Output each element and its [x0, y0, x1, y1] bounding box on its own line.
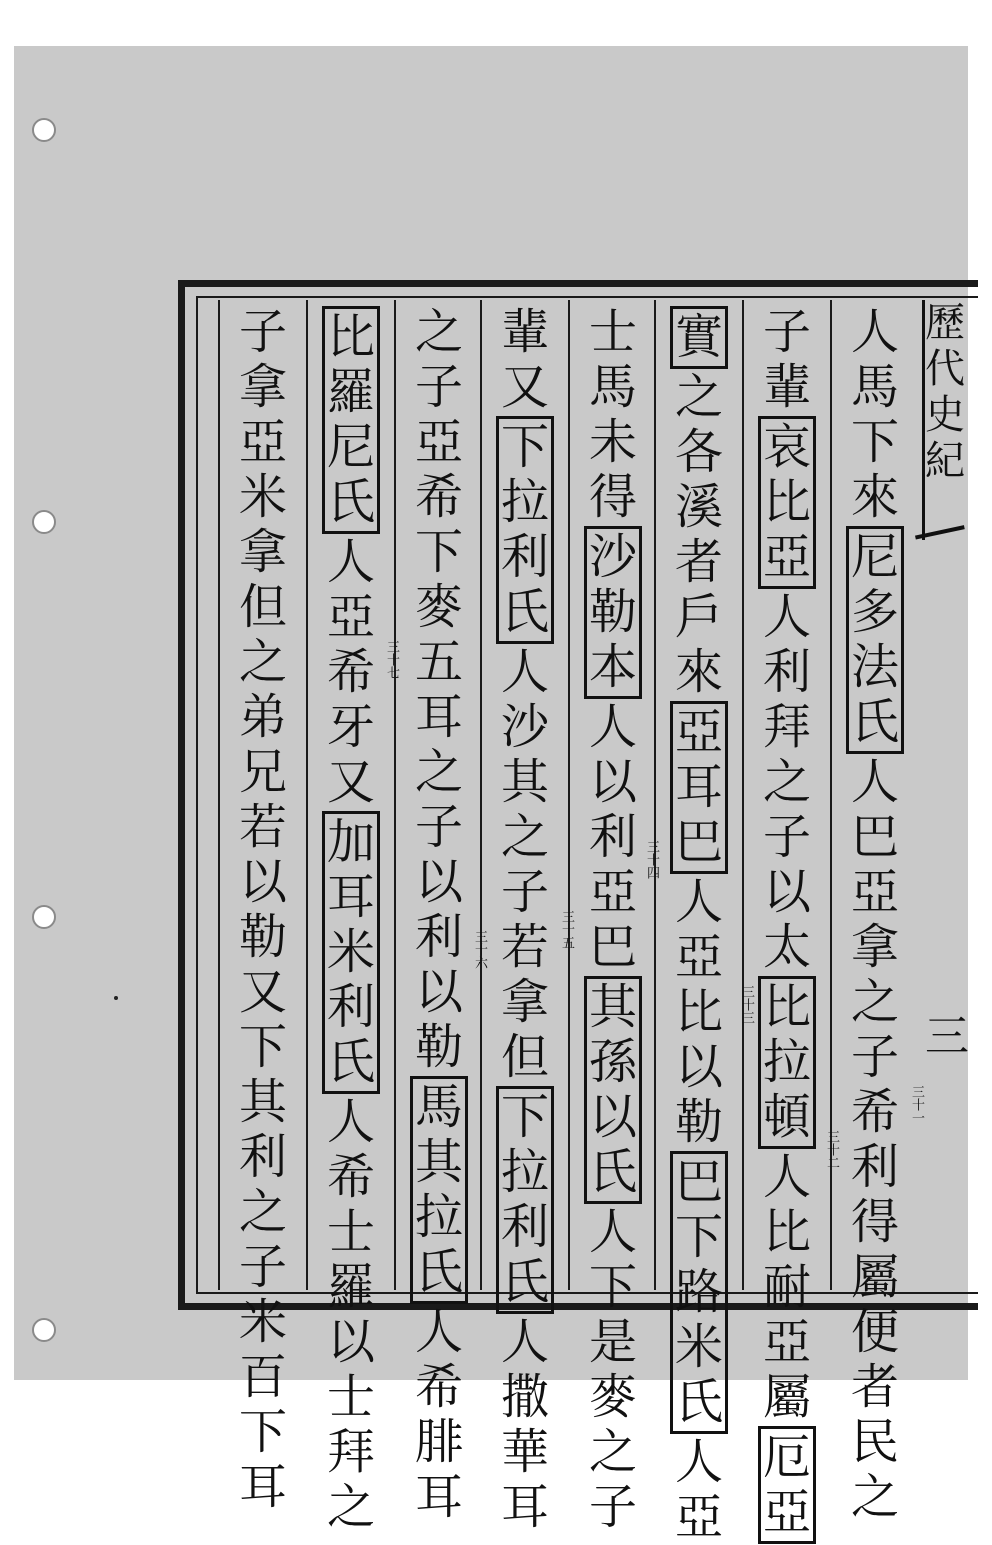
glyph: 輩	[500, 304, 549, 360]
glyph: 來	[674, 644, 723, 700]
glyph: 利	[500, 1199, 549, 1255]
glyph: 士	[326, 1204, 375, 1260]
text-column	[752, 304, 822, 1540]
glyph: 子	[238, 1239, 287, 1295]
glyph: 厄	[762, 1429, 811, 1485]
glyph: 得	[850, 1194, 899, 1250]
glyph: 氏	[850, 694, 899, 750]
glyph: 五	[414, 634, 463, 690]
glyph: 馬	[850, 359, 899, 415]
column-rule	[568, 300, 570, 1290]
glyph: 亞	[674, 1489, 723, 1545]
glyph: 比	[762, 1204, 811, 1260]
glyph: 民	[850, 1414, 899, 1470]
glyph: 以	[326, 1314, 375, 1370]
glyph: 未	[588, 414, 637, 470]
text-run	[239, 305, 287, 1515]
glyph: 以	[674, 1039, 723, 1095]
glyph: 以	[588, 1089, 637, 1145]
glyph: 其	[588, 979, 637, 1035]
glyph: 太	[762, 919, 811, 975]
glyph: 士	[326, 1369, 375, 1425]
glyph: 亞	[762, 529, 811, 585]
glyph: 者	[850, 1359, 899, 1415]
glyph: 法	[850, 639, 899, 695]
glyph: 耐	[762, 1259, 811, 1315]
glyph: 尼	[850, 529, 899, 585]
glyph: 下	[850, 414, 899, 470]
glyph: 屬	[762, 1369, 811, 1425]
glyph: 路	[674, 1264, 723, 1320]
speck	[114, 996, 118, 1000]
glyph: 利	[500, 529, 549, 585]
glyph: 利	[238, 1129, 287, 1185]
glyph: 希	[326, 644, 375, 700]
glyph: 之	[588, 1424, 637, 1480]
glyph: 希	[850, 1084, 899, 1140]
glyph: 牙	[326, 699, 375, 755]
name-box	[410, 1076, 468, 1304]
glyph: 子	[588, 1479, 637, 1535]
glyph: 拉	[762, 1034, 811, 1090]
glyph: 其	[414, 1134, 463, 1190]
glyph: 以	[414, 964, 463, 1020]
glyph: 米	[326, 924, 375, 980]
glyph: 比	[326, 309, 375, 365]
text-run	[763, 590, 811, 975]
glyph: 巴	[674, 814, 723, 870]
glyph: 溪	[674, 479, 723, 535]
column-rule	[394, 300, 396, 1290]
text-run	[501, 645, 549, 1085]
text-run	[589, 305, 637, 525]
name-box	[670, 1151, 728, 1434]
glyph: 利	[326, 979, 375, 1035]
glyph: 但	[500, 1029, 549, 1085]
text-column	[228, 304, 298, 1515]
text-run	[763, 305, 811, 415]
glyph: 之	[850, 974, 899, 1030]
glyph: 腓	[414, 1414, 463, 1470]
glyph: 麥	[414, 579, 463, 635]
glyph: 之	[414, 304, 463, 360]
column-rule	[218, 300, 220, 1290]
glyph: 子	[414, 799, 463, 855]
verse-number: 三十五	[559, 910, 574, 949]
name-box	[670, 306, 728, 369]
name-box	[584, 526, 642, 699]
glyph: 希	[326, 1149, 375, 1205]
verse-number: 三十一	[909, 1085, 924, 1124]
glyph: 之	[674, 369, 723, 425]
glyph: 以	[414, 854, 463, 910]
glyph: 利	[850, 1139, 899, 1195]
glyph: 加	[326, 814, 375, 870]
text-column	[578, 304, 648, 1535]
glyph: 比	[674, 984, 723, 1040]
punch-hole-2	[32, 510, 56, 534]
punch-hole-1	[32, 118, 56, 142]
glyph: 下	[238, 1019, 287, 1075]
glyph: 亞	[674, 929, 723, 985]
glyph: 屬	[850, 1249, 899, 1305]
glyph: 沙	[500, 699, 549, 755]
glyph: 之	[414, 744, 463, 800]
name-box	[322, 306, 380, 534]
glyph: 者	[674, 534, 723, 590]
name-box	[584, 976, 642, 1204]
glyph: 實	[674, 309, 723, 365]
glyph: 下	[588, 1259, 637, 1315]
glyph: 比	[762, 979, 811, 1035]
glyph: 孫	[588, 1034, 637, 1090]
glyph: 耳	[414, 1469, 463, 1525]
text-run	[675, 370, 723, 700]
name-box	[758, 416, 816, 589]
name-box	[846, 526, 904, 754]
column-rule	[742, 300, 744, 1290]
glyph: 人	[326, 1094, 375, 1150]
text-column	[664, 305, 734, 1545]
glyph: 之	[326, 1479, 375, 1535]
glyph: 亞	[762, 1314, 811, 1370]
text-run	[675, 875, 723, 1150]
glyph: 馬	[414, 1079, 463, 1135]
glyph: 子	[762, 809, 811, 865]
glyph: 輩	[762, 359, 811, 415]
glyph: 得	[588, 469, 637, 525]
glyph: 人	[850, 754, 899, 810]
glyph: 但	[238, 579, 287, 635]
glyph: 耳	[674, 759, 723, 815]
glyph: 下	[238, 1404, 287, 1460]
glyph: 羅	[326, 364, 375, 420]
glyph: 巴	[588, 919, 637, 975]
glyph: 希	[414, 469, 463, 525]
glyph: 又	[500, 359, 549, 415]
text-column	[490, 304, 560, 1535]
text-run	[501, 1315, 549, 1535]
text-run	[327, 1095, 375, 1535]
glyph: 比	[762, 474, 811, 530]
glyph: 希	[414, 1359, 463, 1415]
glyph: 亞	[326, 589, 375, 645]
glyph: 各	[674, 424, 723, 480]
glyph: 拜	[762, 699, 811, 755]
text-run	[851, 305, 899, 525]
verse-number: 三十三	[739, 985, 754, 1024]
glyph: 亞	[414, 414, 463, 470]
glyph: 人	[500, 1314, 549, 1370]
text-run	[589, 1205, 637, 1535]
glyph: 耳	[414, 689, 463, 745]
glyph: 以	[762, 864, 811, 920]
text-run	[415, 1305, 463, 1525]
page-mark: 三	[925, 1011, 969, 1062]
glyph: 亞	[850, 864, 899, 920]
glyph: 拿	[850, 919, 899, 975]
glyph: 百	[238, 1349, 287, 1405]
glyph: 拿	[238, 524, 287, 580]
punch-hole-4	[32, 1318, 56, 1342]
glyph: 之	[500, 809, 549, 865]
text-run	[589, 700, 637, 975]
glyph: 下	[414, 524, 463, 580]
glyph: 巴	[674, 1154, 723, 1210]
text-column	[404, 304, 474, 1525]
glyph: 米	[238, 469, 287, 525]
glyph: 人	[674, 874, 723, 930]
glyph: 人	[674, 1434, 723, 1490]
glyph: 米	[238, 1294, 287, 1350]
glyph: 沙	[588, 529, 637, 585]
glyph: 頓	[762, 1089, 811, 1145]
glyph: 下	[500, 1089, 549, 1145]
running-head	[922, 300, 981, 540]
glyph: 人	[326, 534, 375, 590]
glyph: 之	[762, 754, 811, 810]
column-rule	[306, 300, 308, 1290]
glyph: 拉	[500, 474, 549, 530]
glyph: 人	[762, 589, 811, 645]
glyph: 拿	[500, 974, 549, 1030]
glyph: 多	[850, 584, 899, 640]
glyph: 戶	[674, 589, 723, 645]
glyph: 耳	[500, 1479, 549, 1535]
glyph: 之	[238, 1184, 287, 1240]
glyph: 子	[850, 1029, 899, 1085]
glyph: 之	[850, 1469, 899, 1525]
glyph: 氏	[500, 1254, 549, 1310]
glyph: 撒	[500, 1369, 549, 1425]
glyph: 子	[414, 359, 463, 415]
glyph: 華	[500, 1424, 549, 1480]
text-run	[327, 535, 375, 810]
glyph: 下	[674, 1209, 723, 1265]
text-column	[840, 304, 910, 1525]
glyph: 勒	[588, 584, 637, 640]
glyph: 來	[850, 469, 899, 525]
glyph: 其	[238, 1074, 287, 1130]
glyph: 若	[238, 799, 287, 855]
text-column	[316, 305, 386, 1535]
glyph: 氏	[674, 1374, 723, 1430]
glyph: 人	[500, 644, 549, 700]
glyph: 勒	[238, 909, 287, 965]
glyph: 亞	[238, 414, 287, 470]
verse-number: 三十六	[472, 930, 487, 969]
name-box	[496, 1086, 554, 1314]
glyph: 米	[674, 1319, 723, 1375]
glyph: 拿	[238, 359, 287, 415]
glyph: 氏	[414, 1244, 463, 1300]
glyph: 拉	[414, 1189, 463, 1245]
glyph: 是	[588, 1314, 637, 1370]
column-rule	[654, 300, 656, 1290]
glyph: 以	[588, 754, 637, 810]
verse-number: 三十二	[824, 1130, 839, 1169]
name-box	[670, 701, 728, 874]
glyph: 本	[588, 639, 637, 695]
glyph: 馬	[588, 359, 637, 415]
glyph: 人	[850, 304, 899, 360]
glyph: 又	[326, 754, 375, 810]
glyph: 拉	[500, 1144, 549, 1200]
glyph: 氏	[500, 584, 549, 640]
text-run	[851, 755, 899, 1525]
glyph: 又	[238, 964, 287, 1020]
head-title: 歷代史紀	[925, 300, 965, 484]
glyph: 麥	[588, 1369, 637, 1425]
glyph: 氏	[326, 474, 375, 530]
glyph: 勒	[414, 1019, 463, 1075]
glyph: 人	[588, 1204, 637, 1260]
verse-number: 三十七	[384, 640, 399, 679]
glyph: 下	[500, 419, 549, 475]
glyph: 氏	[588, 1144, 637, 1200]
glyph: 兄	[238, 744, 287, 800]
glyph: 哀	[762, 419, 811, 475]
glyph: 士	[588, 304, 637, 360]
text-run	[415, 305, 463, 1075]
glyph: 亞	[674, 704, 723, 760]
glyph: 子	[238, 304, 287, 360]
glyph: 人	[414, 1304, 463, 1360]
glyph: 人	[762, 1149, 811, 1205]
name-box	[758, 1426, 816, 1544]
text-run	[675, 1435, 723, 1545]
glyph: 勒	[674, 1094, 723, 1150]
glyph: 拜	[326, 1424, 375, 1480]
glyph: 氏	[326, 1034, 375, 1090]
punch-hole-3	[32, 905, 56, 929]
glyph: 人	[588, 699, 637, 755]
text-run	[501, 305, 549, 415]
glyph: 亞	[762, 1484, 811, 1540]
glyph: 耳	[326, 869, 375, 925]
glyph: 子	[762, 304, 811, 360]
glyph: 以	[238, 854, 287, 910]
glyph: 若	[500, 919, 549, 975]
glyph: 利	[588, 809, 637, 865]
glyph: 其	[500, 754, 549, 810]
name-box	[322, 811, 380, 1094]
glyph: 之	[238, 634, 287, 690]
glyph: 利	[414, 909, 463, 965]
glyph: 利	[762, 644, 811, 700]
glyph: 便	[850, 1304, 899, 1360]
glyph: 子	[500, 864, 549, 920]
name-box	[496, 416, 554, 644]
glyph: 尼	[326, 419, 375, 475]
text-run	[763, 1150, 811, 1425]
column-rule	[480, 300, 482, 1290]
verse-number: 三十四	[644, 840, 659, 879]
glyph: 弟	[238, 689, 287, 745]
glyph: 巴	[850, 809, 899, 865]
name-box	[758, 976, 816, 1149]
glyph: 羅	[326, 1259, 375, 1315]
glyph: 亞	[588, 864, 637, 920]
glyph: 耳	[238, 1459, 287, 1515]
